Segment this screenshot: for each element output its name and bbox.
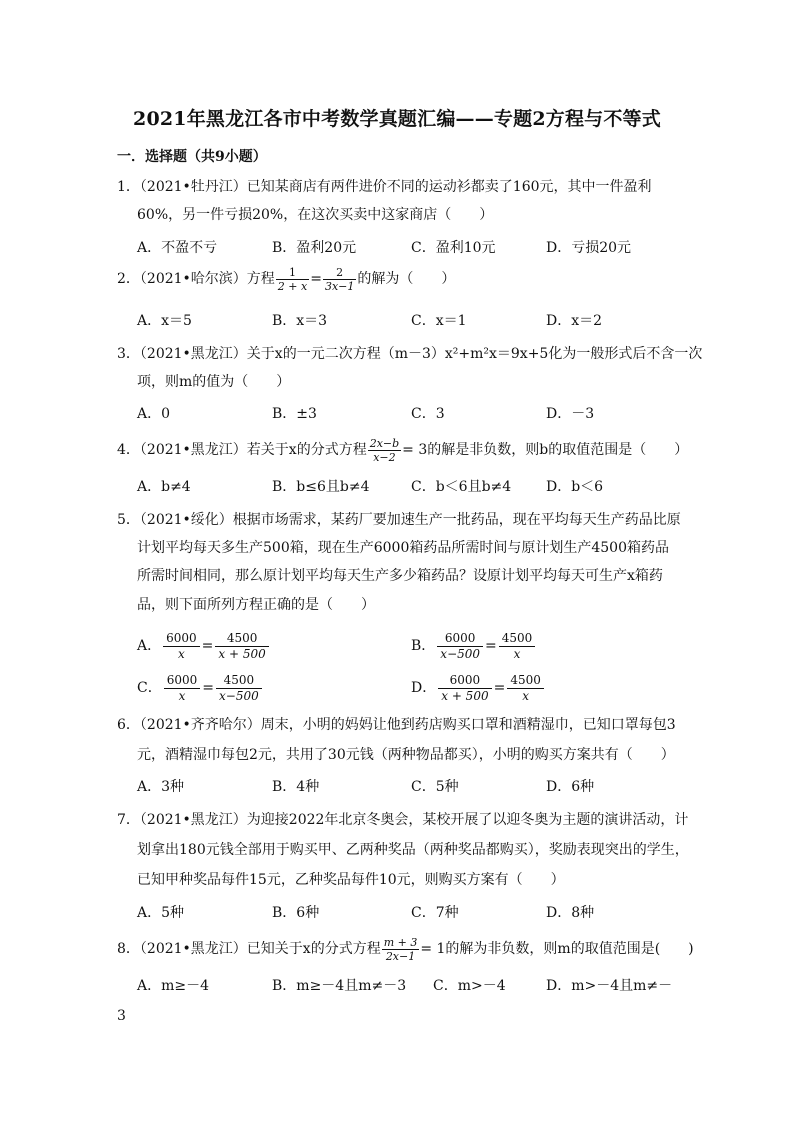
question-1-option-b: B．盈利20元	[272, 240, 357, 256]
question-6-option-c: C．5种	[411, 779, 459, 795]
question-8-fraction	[382, 936, 420, 963]
question-8-option-d-wrap: 3	[117, 1008, 126, 1024]
question-6-option-d: D．6种	[546, 779, 595, 795]
question-7-option-c: C．7种	[411, 905, 459, 921]
question-3-line-2: 项，则m的值为（ ）	[137, 374, 291, 390]
option-label: A．	[137, 638, 162, 654]
equals-sign: =	[202, 680, 214, 696]
option-fraction-left	[438, 673, 491, 704]
fraction-numerator: m + 3	[383, 935, 418, 949]
option-label: B．	[411, 638, 436, 654]
question-1-option-a: A．不盈不亏	[137, 240, 218, 256]
fraction-numerator: 4500	[499, 631, 536, 647]
equals-sign: =	[485, 638, 497, 654]
question-5-option-d	[411, 670, 546, 706]
question-7-option-d: D．8种	[546, 905, 595, 921]
question-2-option-d: D．x＝2	[546, 313, 603, 329]
fraction-numerator: 2x−b	[369, 436, 400, 450]
question-7-option-a: A．5种	[137, 905, 185, 921]
question-8-option-c: C．m>－4	[433, 978, 506, 994]
question-6-option-a: A．3种	[137, 779, 185, 795]
question-2-fraction-left	[276, 266, 309, 293]
fraction-denominator: x−500	[219, 688, 259, 703]
question-1-line-1: 1．（2021•牡丹江）已知某商店有两件进价不同的运动衫都卖了160元，其中一件盈利	[117, 179, 652, 195]
question-2-option-c: C．x＝1	[411, 313, 467, 329]
fraction-denominator: x	[513, 646, 521, 661]
question-3-option-c: C．3	[411, 406, 445, 422]
question-5-line-2: 计划平均每天多生产500箱，现在生产6000箱药品所需时间与原计划生产4500箱药品	[137, 540, 669, 556]
question-4-option-d: D．b＜6	[546, 479, 604, 495]
question-4-stem	[117, 436, 688, 464]
option-fraction-right	[216, 673, 262, 704]
question-5-line-1: 5．（2021•绥化）根据市场需求，某药厂要加速生产一批药品，现在平均每天生产药品比原	[117, 512, 681, 528]
question-7-option-b: B．6种	[272, 905, 320, 921]
option-fraction-left	[437, 631, 483, 662]
page-title: 2021年黑龙江各市中考数学真题汇编——专题2方程与不等式	[133, 108, 661, 130]
fraction-denominator: x	[522, 688, 529, 703]
equals-sign: =	[201, 638, 214, 654]
question-1-line-2: 60%，另一件亏损20%，在这次买卖中这家商店（ ）	[137, 207, 494, 223]
fraction-denominator: 2x−1	[385, 949, 416, 963]
fraction-denominator: 3x−1	[324, 279, 355, 293]
question-5-option-c	[137, 670, 264, 706]
question-3-option-a: A．0	[137, 406, 171, 422]
question-5-line-4: 品，则下面所列方程正确的是（ ）	[137, 597, 375, 613]
question-3-line-1: 3．（2021•黑龙江）关于x的一元二次方程（m－3）x²+m²x＝9x+5化为一般形式后不含一次	[117, 346, 703, 362]
fraction-denominator: 2 + x	[277, 279, 308, 293]
question-4-option-c: C．b＜6且b≠4	[411, 479, 512, 495]
fraction-numerator: 2	[323, 266, 356, 280]
option-fraction-right	[507, 673, 544, 704]
fraction-numerator: 1	[276, 266, 309, 280]
option-fraction-right	[499, 631, 536, 662]
question-2-stem	[117, 265, 455, 293]
option-label: C．	[137, 680, 162, 696]
fraction-numerator: 6000	[438, 673, 491, 689]
fraction-numerator: 6000	[163, 631, 200, 647]
fraction-numerator: 6000	[437, 631, 483, 647]
question-4-fraction	[368, 437, 401, 464]
question-7-line-3: 已知甲种奖品每件15元，乙种奖品每件10元，则购买方案有（ ）	[137, 872, 565, 888]
question-7-line-2: 划拿出180元钱全部用于购买甲、乙两种奖品（两种奖品都购买），奖励表现突出的学生，	[137, 842, 689, 858]
fraction-numerator: 6000	[164, 673, 201, 689]
question-4-option-b: B．b≤6且b≠4	[272, 479, 370, 495]
question-2-option-a: A．x＝5	[137, 313, 192, 329]
option-label: D．	[411, 680, 437, 696]
question-8-stem	[117, 934, 694, 964]
question-8-suffix: = 1的解为非负数，则m的取值范围是( )	[420, 941, 694, 957]
question-8-option-a: A．m≥－4	[137, 978, 210, 994]
question-1-option-c: C．盈利10元	[411, 240, 496, 256]
question-5-option-a	[137, 628, 271, 664]
fraction-denominator: x−500	[440, 646, 481, 661]
option-fraction-left	[163, 631, 200, 662]
question-8-option-d: D．m>－4且m≠－	[546, 978, 673, 994]
fraction-denominator: x	[178, 646, 185, 661]
question-6-line-1: 6．（2021•齐齐哈尔）周末，小明的妈妈让他到药店购买口罩和酒精湿巾，已知口罩每包3	[117, 717, 676, 733]
question-2-option-b: B．x＝3	[272, 313, 328, 329]
fraction-denominator: x−2	[373, 450, 396, 464]
question-8-prefix: 8．（2021•黑龙江）已知关于x的分式方程	[117, 941, 381, 957]
question-4-option-a: A．b≠4	[137, 479, 191, 495]
equals-sign: =	[493, 680, 506, 696]
question-3-option-d: D．－3	[546, 406, 595, 422]
question-7-line-1: 7．（2021•黑龙江）为迎接2022年北京冬奥会，某校开展了以迎冬奥为主题的演讲活动，计	[117, 812, 689, 828]
question-3-option-b: B．±3	[272, 406, 317, 422]
equals-sign: =	[310, 271, 322, 287]
question-2-suffix: 的解为（ ）	[357, 271, 456, 287]
question-6-line-2: 元，酒精湿巾每包2元，共用了30元钱（两种物品都买），小明的购买方案共有（ ）	[137, 747, 675, 763]
question-2-prefix: 2．（2021•哈尔滨）方程	[117, 271, 275, 287]
question-5-option-b	[411, 628, 537, 664]
option-fraction-left	[164, 673, 201, 704]
question-2-fraction-right	[323, 266, 356, 293]
fraction-numerator: 4500	[215, 631, 268, 647]
question-6-option-b: B．4种	[272, 779, 320, 795]
question-4-suffix: = 3的解是非负数，则b的取值范围是（ ）	[402, 442, 689, 458]
fraction-numerator: 4500	[216, 673, 262, 689]
fraction-denominator: x	[178, 688, 186, 703]
fraction-denominator: x + 500	[441, 688, 489, 703]
option-fraction-right	[215, 631, 268, 662]
question-4-prefix: 4．（2021•黑龙江）若关于x的分式方程	[117, 442, 367, 458]
fraction-numerator: 4500	[507, 673, 544, 689]
question-1-option-d: D．亏损20元	[546, 240, 632, 256]
fraction-denominator: x + 500	[218, 646, 266, 661]
question-8-option-b: B．m≥－4且m≠－3	[272, 978, 407, 994]
section-heading: 一．选择题（共9小题）	[117, 149, 267, 165]
question-5-line-3: 所需时间相同，那么原计划平均每天生产多少箱药品？设原计划平均每天可生产x箱药	[137, 568, 663, 584]
